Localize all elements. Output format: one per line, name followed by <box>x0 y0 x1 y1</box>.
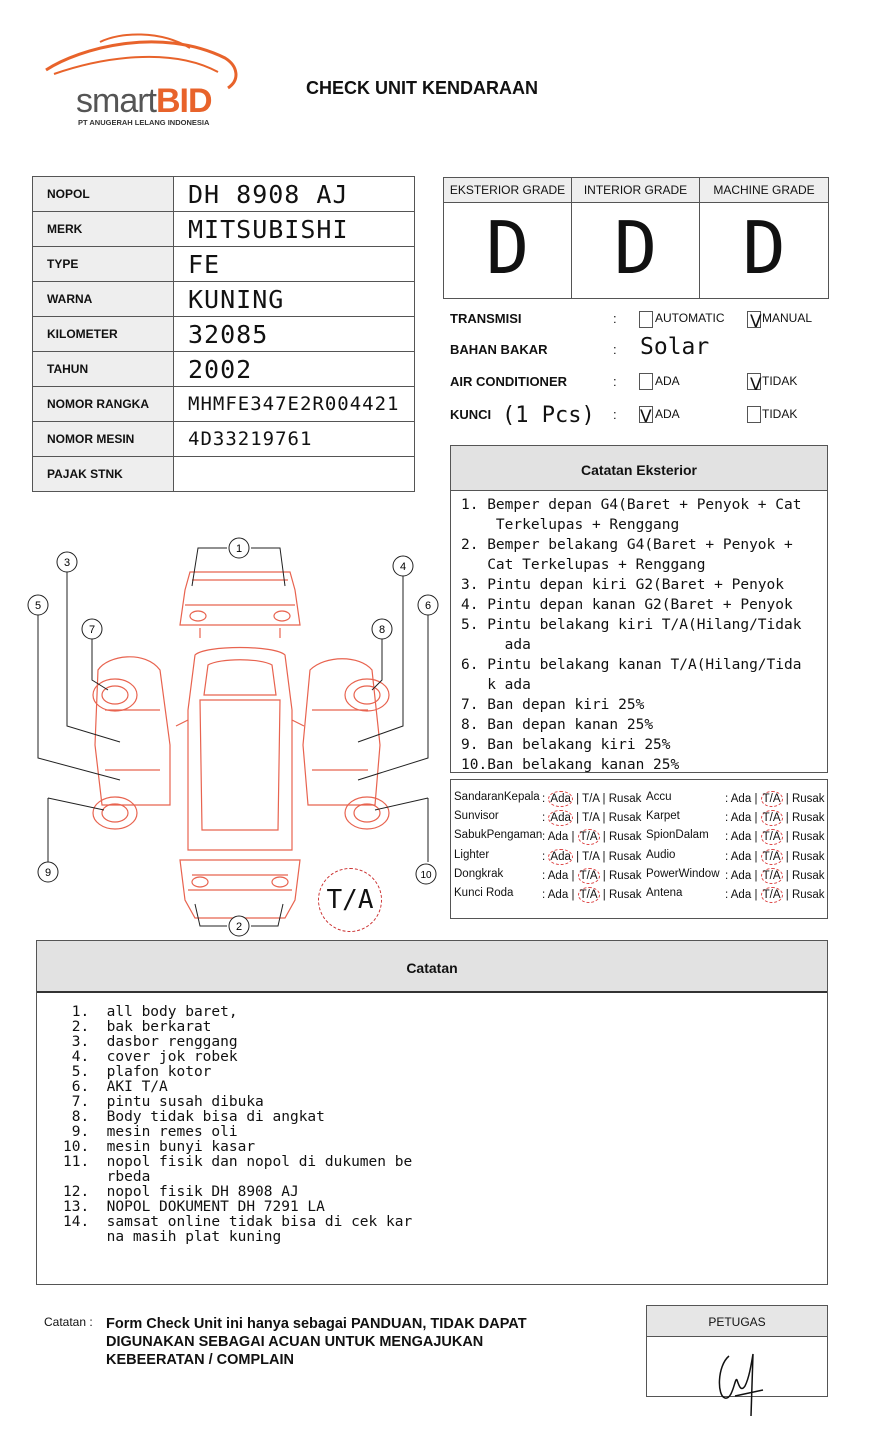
kunci-ada-check-icon: V <box>640 407 652 427</box>
colon: : <box>542 850 546 863</box>
grade-machine-label: MACHINE GRADE <box>700 178 828 203</box>
footer-label: Catatan : <box>44 1315 93 1329</box>
diagram-marker-6 <box>418 595 438 615</box>
smartbid-logo <box>40 28 250 138</box>
option-ada: Ada <box>550 812 571 825</box>
list-item: 13. NOPOL DOKUMENT DH 7291 LA <box>63 1199 325 1215</box>
logo-company: PT ANUGERAH LELANG INDONESIA <box>78 118 210 127</box>
nopol-value: DH 8908 AJ <box>174 177 415 212</box>
colon: : <box>542 831 546 844</box>
list-item: 8. Ban depan kanan 25% <box>461 717 654 733</box>
warna-value: KUNING <box>174 282 415 317</box>
row-warna <box>33 282 415 317</box>
option-ta: T/A <box>762 889 781 901</box>
accessory-name: Dongkrak <box>454 867 504 880</box>
row-tahun <box>33 352 415 387</box>
merk-label: MERK <box>33 212 174 247</box>
colon: : <box>725 812 729 825</box>
list-item: 12. nopol fisik DH 8908 AJ <box>63 1184 299 1200</box>
pajak-stnk-label: PAJAK STNK <box>33 457 174 492</box>
option-ada: Ada <box>547 831 569 844</box>
separator: | <box>785 869 789 882</box>
separator: | <box>602 889 606 901</box>
warna-label: WARNA <box>33 282 174 317</box>
list-item: 6. Pintu belakang kanan T/A(Hilang/Tida k ada <box>461 657 802 693</box>
list-item: 1. Bemper depan G4(Baret + Penyok + Cat Terkelupas + Renggang <box>461 497 802 533</box>
separator: | <box>754 869 758 882</box>
kunci-tidak-checkbox[interactable] <box>747 406 761 423</box>
kunci-label: KUNCI <box>450 407 492 422</box>
option-rusak: Rusak <box>791 869 825 882</box>
separator: | <box>785 889 789 901</box>
accessory-options <box>725 791 825 807</box>
separator: | <box>571 831 575 844</box>
manual-check-icon: V <box>750 312 762 332</box>
separator: | <box>754 889 758 901</box>
diagram-marker-4 <box>393 556 413 576</box>
diagram-marker-label: 9 <box>44 867 52 879</box>
automatic-option: AUTOMATIC <box>655 311 725 325</box>
accessory-options <box>725 810 825 826</box>
option-ta: T/A <box>582 850 600 863</box>
option-ada: Ada <box>550 793 571 805</box>
diagram-marker-label: 4 <box>399 561 407 573</box>
separator: | <box>785 850 789 863</box>
option-ta: T/A <box>582 793 600 805</box>
row-kilometer <box>33 317 415 352</box>
grade-exterior-value: D <box>485 206 530 290</box>
separator: | <box>602 850 606 863</box>
colon: : <box>542 889 546 901</box>
list-item: 9. mesin remes oli <box>63 1124 238 1140</box>
list-item: 8. Body tidak bisa di angkat <box>63 1109 325 1125</box>
option-ada: Ada <box>730 889 752 901</box>
type-label: TYPE <box>33 247 174 282</box>
option-ada: Ada <box>730 850 752 863</box>
diagram-marker-3 <box>57 552 77 572</box>
colon: : <box>725 831 729 844</box>
separator: | <box>576 793 580 805</box>
option-ada: Ada <box>730 812 752 825</box>
manual-option: MANUAL <box>762 311 813 325</box>
catatan-title: Catatan <box>37 941 827 993</box>
vehicle-info-table <box>32 176 415 492</box>
accessory-options <box>725 868 825 884</box>
list-item: 2. Bemper belakang G4(Baret + Penyok + Cat Terkelupas + Renggang <box>461 537 793 573</box>
diagram-marker-8 <box>372 619 392 639</box>
separator: | <box>571 889 575 901</box>
bahan-bakar-value: Solar <box>640 334 710 360</box>
diagram-marker-label: 7 <box>88 624 96 636</box>
list-item: 1. all body baret, <box>63 1004 238 1020</box>
grade-machine-value: D <box>742 206 786 290</box>
tahun-label: TAHUN <box>33 352 174 387</box>
colon: : <box>725 889 729 901</box>
diagram-marker-label: 10 <box>420 870 432 881</box>
option-ta: T/A <box>762 850 781 863</box>
row-merk <box>33 212 415 247</box>
logo-bid: BID <box>156 82 212 120</box>
exterior-notes-title: Catatan Eksterior <box>451 446 827 491</box>
accessory-row <box>451 791 827 810</box>
diagram-marker-label: 6 <box>424 600 432 612</box>
footer-disclaimer: Form Check Unit ini hanya sebagai PANDUAN, TIDAK DAPAT DIGUNAKAN SEBAGAI ACUAN UNTUK MENGAJUKAN KEBEERATAN / COMPLAIN <box>106 1316 527 1368</box>
diagram-marker-10 <box>416 864 436 884</box>
option-ta: T/A <box>762 831 781 844</box>
list-item: 10. mesin bunyi kasar <box>63 1139 256 1155</box>
accessory-options <box>725 887 825 903</box>
option-rusak: Rusak <box>791 831 825 844</box>
colon: : <box>725 869 729 882</box>
colon: : <box>542 869 546 882</box>
transmisi-label: TRANSMISI <box>450 311 522 326</box>
option-ada: Ada <box>730 793 752 805</box>
row-nomor-rangka <box>33 387 415 422</box>
accessory-row <box>451 810 827 829</box>
option-rusak: Rusak <box>791 850 825 863</box>
grade-machine <box>700 178 828 298</box>
separator: | <box>754 850 758 863</box>
accessory-name: Accu <box>646 791 672 803</box>
list-item: 7. Ban depan kiri 25% <box>461 697 645 713</box>
list-item: 9. Ban belakang kiri 25% <box>461 737 671 753</box>
separator: | <box>754 831 758 844</box>
ac-tidak-check-icon: V <box>750 375 762 395</box>
accessories-panel <box>450 779 828 919</box>
diagram-marker-label: 3 <box>63 557 71 569</box>
option-ta: T/A <box>579 831 598 844</box>
nomor-rangka-value: MHMFE347E2R004421 <box>174 387 415 422</box>
petugas-box <box>646 1305 828 1397</box>
ac-ada-checkbox[interactable] <box>639 373 653 390</box>
accessory-options <box>725 829 825 845</box>
grade-exterior <box>444 178 572 298</box>
diagram-marker-label: 5 <box>34 600 42 612</box>
page-title: CHECK UNIT KENDARAAN <box>306 78 538 98</box>
option-ta: T/A <box>762 793 781 805</box>
exterior-notes-list <box>451 491 827 775</box>
bahan-bakar-label: BAHAN BAKAR <box>450 342 548 357</box>
option-rusak: Rusak <box>608 869 642 882</box>
separator: | <box>785 831 789 844</box>
diagram-marker-7 <box>82 619 102 639</box>
accessory-name: Sunvisor <box>454 810 499 823</box>
logo-smart: smart <box>76 82 156 120</box>
diagram-marker-9 <box>38 862 58 882</box>
accessory-row <box>451 829 827 848</box>
list-item: 14. samsat online tidak bisa di cek kar na masih plat kuning <box>63 1214 413 1245</box>
option-ta: T/A <box>582 812 600 825</box>
separator: | <box>576 850 580 863</box>
accessory-options <box>725 849 825 865</box>
separator: | <box>754 812 758 825</box>
separator: | <box>754 793 758 805</box>
automatic-checkbox[interactable] <box>639 311 653 328</box>
separator: | <box>602 793 606 805</box>
tahun-value: 2002 <box>174 352 415 387</box>
car-damage-diagram <box>20 530 450 950</box>
grade-interior-label: INTERIOR GRADE <box>572 178 699 203</box>
diagram-marker-label: 8 <box>378 624 386 636</box>
option-rusak: Rusak <box>608 850 642 863</box>
list-item: 6. AKI T/A <box>63 1079 168 1095</box>
nomor-mesin-value: 4D33219761 <box>174 422 415 457</box>
catatan-panel <box>36 940 828 1285</box>
separator: | <box>602 812 606 825</box>
signature-image <box>715 1346 765 1421</box>
exterior-notes-panel <box>450 445 828 773</box>
kunci-colon: : <box>613 407 617 422</box>
accessory-name: Audio <box>646 848 676 861</box>
separator: | <box>602 869 606 882</box>
petugas-title: PETUGAS <box>647 1306 827 1337</box>
separator: | <box>785 793 789 805</box>
type-value: FE <box>174 247 415 282</box>
bahan-bakar-colon: : <box>613 342 617 357</box>
option-ada: Ada <box>547 869 569 882</box>
option-rusak: Rusak <box>791 812 825 825</box>
kilometer-value: 32085 <box>174 317 415 352</box>
grade-exterior-label: EKSTERIOR GRADE <box>444 178 571 203</box>
option-rusak: Rusak <box>608 812 642 825</box>
option-rusak: Rusak <box>608 831 642 844</box>
list-item: 5. plafon kotor <box>63 1064 212 1080</box>
accessory-name: Kunci Roda <box>454 887 514 899</box>
accessory-name: Karpet <box>646 810 680 823</box>
accessory-name: SandaranKepala <box>454 791 540 803</box>
catatan-list <box>37 993 827 1245</box>
option-ada: Ada <box>730 831 752 844</box>
option-ta: T/A <box>579 889 598 901</box>
list-item: 2. bak berkarat <box>63 1019 212 1035</box>
kunci-count: (1 Pcs) <box>502 403 595 428</box>
option-rusak: Rusak <box>791 793 825 805</box>
kilometer-label: KILOMETER <box>33 317 174 352</box>
option-ta: T/A <box>579 869 598 882</box>
transmisi-colon: : <box>613 311 617 326</box>
option-ada: Ada <box>730 869 752 882</box>
accessory-name: SabukPengaman <box>454 829 543 842</box>
accessory-row <box>451 868 827 887</box>
separator: | <box>571 869 575 882</box>
grades-table <box>443 177 829 299</box>
pajak-stnk-value <box>174 457 415 492</box>
accessory-row <box>451 849 827 868</box>
option-rusak: Rusak <box>791 889 825 901</box>
separator: | <box>576 812 580 825</box>
diagram-marker-label: 1 <box>235 543 243 555</box>
separator: | <box>602 831 606 844</box>
accessory-name: Antena <box>646 887 683 899</box>
list-item: 11. nopol fisik dan nopol di dukumen be rbeda <box>63 1154 413 1185</box>
option-ada: Ada <box>547 889 569 901</box>
list-item: 10.Ban belakang kanan 25% <box>461 757 680 773</box>
option-rusak: Rusak <box>608 793 642 805</box>
ac-tidak-option: TIDAK <box>762 374 798 388</box>
option-ta: T/A <box>762 869 781 882</box>
row-pajak-stnk <box>33 457 415 492</box>
row-nomor-mesin <box>33 422 415 457</box>
list-item: 5. Pintu belakang kiri T/A(Hilang/Tidak ada <box>461 617 802 653</box>
accessory-name: SpionDalam <box>646 829 709 842</box>
list-item: 3. Pintu depan kiri G2(Baret + Penyok <box>461 577 785 593</box>
ac-ada-option: ADA <box>655 374 680 388</box>
diagram-marker-1 <box>229 538 249 558</box>
ac-colon: : <box>613 374 617 389</box>
row-nopol <box>33 177 415 212</box>
list-item: 7. pintu susah dibuka <box>63 1094 264 1110</box>
option-ta: T/A <box>762 812 781 825</box>
option-ada: Ada <box>550 850 571 863</box>
colon: : <box>725 850 729 863</box>
row-type <box>33 247 415 282</box>
list-item: 4. cover jok robek <box>63 1049 238 1065</box>
list-item: 4. Pintu depan kanan G2(Baret + Penyok <box>461 597 793 613</box>
diagram-marker-label: 2 <box>235 921 243 933</box>
colon: : <box>542 793 546 805</box>
grade-interior-value: D <box>613 206 658 290</box>
diagram-marker-5 <box>28 595 48 615</box>
accessory-row <box>451 887 827 906</box>
diagram-marker-2 <box>229 916 249 936</box>
option-rusak: Rusak <box>608 889 642 901</box>
nopol-label: NOPOL <box>33 177 174 212</box>
nomor-mesin-label: NOMOR MESIN <box>33 422 174 457</box>
accessory-name: Lighter <box>454 848 490 861</box>
accessory-name: PowerWindow <box>646 867 720 880</box>
colon: : <box>542 812 546 825</box>
separator: | <box>785 812 789 825</box>
nomor-rangka-label: NOMOR RANGKA <box>33 387 174 422</box>
ac-label: AIR CONDITIONER <box>450 374 567 389</box>
colon: : <box>725 793 729 805</box>
list-item: 3. dasbor renggang <box>63 1034 238 1050</box>
kunci-ada-option: ADA <box>655 407 680 421</box>
merk-value: MITSUBISHI <box>174 212 415 247</box>
grade-interior <box>572 178 700 298</box>
stamp-ta: T/A <box>318 868 382 932</box>
kunci-tidak-option: TIDAK <box>762 407 798 421</box>
